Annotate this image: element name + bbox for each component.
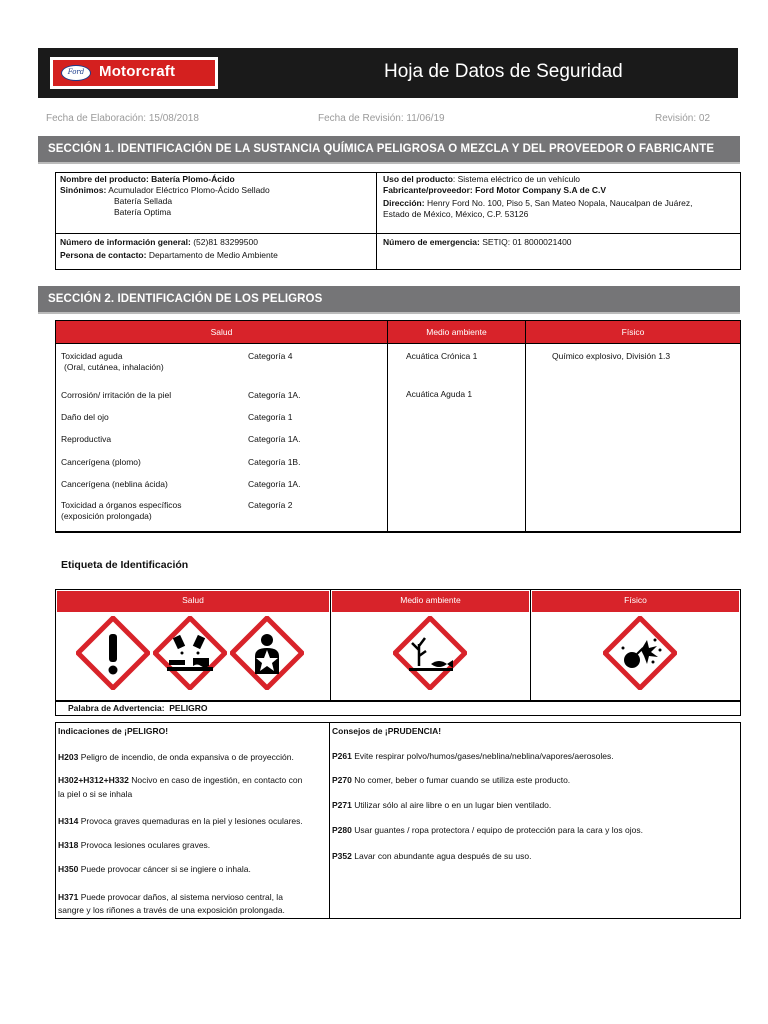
- ford-oval-logo: Ford: [61, 65, 91, 81]
- uso-producto: Uso del producto: Sistema eléctrico de un vehículo: [383, 174, 580, 184]
- nombre-producto: Nombre del producto: Batería Plomo-Ácido: [60, 174, 235, 184]
- sinonimo-3: Batería Optima: [114, 207, 172, 217]
- section-2-header: SECCIÓN 2. IDENTIFICACIÓN DE LOS PELIGROS: [38, 286, 740, 314]
- precaution-statement: P271 Utilizar sólo al aire libre o en un lugar bien ventilado.: [332, 800, 552, 810]
- hazard-name: Cancerígena (plomo): [61, 457, 141, 467]
- hazard-name: Toxicidad aguda: [61, 351, 123, 361]
- hazard-name: Reproductiva: [61, 434, 112, 444]
- direccion: Dirección: Henry Ford No. 100, Piso 5, San Mateo Nopala, Naucalpan de Juárez,: [383, 198, 693, 208]
- hazard-name-detail: (Oral, cutánea, inhalación): [64, 362, 164, 372]
- indicaciones-title: Indicaciones de ¡PELIGRO!: [58, 726, 169, 736]
- brand-name: Motorcraft: [99, 63, 176, 80]
- col-salud-header: Salud: [56, 321, 387, 343]
- document-header: [38, 48, 738, 98]
- motorcraft-logo: [50, 57, 218, 89]
- col-fisico-header: Físico: [526, 321, 740, 343]
- label-col-medio-header: Medio ambiente: [332, 591, 529, 612]
- label-col-fisico-header: Físico: [532, 591, 739, 612]
- hazard-category: Categoría 4: [248, 351, 293, 361]
- precaution-statement: P270 No comer, beber o fumar cuando se utiliza este producto.: [332, 775, 571, 785]
- hazard-category: Categoría 2: [248, 500, 293, 510]
- precaution-statement: P352 Lavar con abundante agua después de su uso.: [332, 851, 532, 861]
- exclamation-mark-icon: [76, 616, 150, 690]
- hazard-name: Corrosión/ irritación de la piel: [61, 390, 172, 400]
- section-1-header: SECCIÓN 1. IDENTIFICACIÓN DE LA SUSTANCIA QUÍMICA PELIGROSA O MEZCLA Y DEL PROVEEDOR O FABRICANTE: [38, 136, 740, 164]
- persona-contacto: Persona de contacto: Departamento de Medio Ambiente: [60, 250, 278, 260]
- hazard-statement: H350 Puede provocar cáncer si se ingiere o inhala.: [58, 864, 251, 874]
- fecha-elaboracion: Fecha de Elaboración: 15/08/2018: [46, 113, 199, 124]
- hazard-statement: H203 Peligro de incendio, de onda expansiva o de proyección.: [58, 752, 294, 762]
- revision-number: Revisión: 02: [655, 113, 711, 124]
- hazard-statement: H371 Puede provocar daños, al sistema nervioso central, la: [58, 892, 283, 902]
- hazard-category: Categoría 1A.: [248, 434, 301, 444]
- hazard-category: Categoría 1A.: [248, 390, 301, 400]
- hazard-statement: H314 Provoca graves quemaduras en la piel y lesiones oculares.: [58, 816, 303, 826]
- fabricante: Fabricante/proveedor: Ford Motor Company S.A de C.V: [383, 185, 607, 195]
- environment-icon: [393, 616, 467, 690]
- hazard-statement-cont: sangre y los riñones a través de una exposición prolongada.: [58, 905, 285, 915]
- palabra-advertencia: Palabra de Advertencia: PELIGRO: [68, 703, 208, 713]
- sinonimo-2: Batería Sellada: [114, 196, 173, 206]
- label-col-salud-header: Salud: [57, 591, 329, 612]
- health-hazard-icon: [230, 616, 304, 690]
- corrosion-icon: [153, 616, 227, 690]
- hazard-statement: H302+H312+H332 Nocivo en caso de ingestión, en contacto con: [58, 775, 303, 785]
- numero-informacion: Número de información general: (52)81 83299500: [60, 237, 258, 247]
- hazard-name: Cancerígena (neblina ácida): [61, 479, 168, 489]
- consejos-title: Consejos de ¡PRUDENCIA!: [332, 726, 442, 736]
- hazard-category: Categoría 1: [248, 412, 293, 422]
- precaution-statement: P261 Evite respirar polvo/humos/gases/neblina/neblina/vapores/aerosoles.: [332, 751, 614, 761]
- hazard-name-detail: (exposición prolongada): [61, 511, 152, 521]
- hazard-statement-cont: la piel o si se inhala: [58, 789, 133, 799]
- precaution-statement: P280 Usar guantes / ropa protectora / equipo de protección para la cara y los ojos.: [332, 825, 643, 835]
- hazard-name: Toxicidad a órganos específicos: [61, 500, 182, 510]
- hazard-statement: H318 Provoca lesiones oculares graves.: [58, 840, 211, 850]
- medio-hazard: Acuática Aguda 1: [406, 389, 473, 399]
- fisico-hazard: Químico explosivo, División 1.3: [552, 351, 671, 361]
- hazard-name: Daño del ojo: [61, 412, 109, 422]
- direccion-line-2: Estado de México, México, C.P. 53126: [383, 209, 529, 219]
- document-title: Hoja de Datos de Seguridad: [384, 61, 623, 82]
- numero-emergencia: Número de emergencia: SETIQ: 01 8000021400: [383, 237, 572, 247]
- hazard-category: Categoría 1B.: [248, 457, 301, 467]
- hazard-category: Categoría 1A.: [248, 479, 301, 489]
- medio-hazard: Acuática Crónica 1: [406, 351, 478, 361]
- exploding-bomb-icon: [603, 616, 677, 690]
- fecha-revision: Fecha de Revisión: 11/06/19: [318, 113, 445, 124]
- etiqueta-title: Etiqueta de Identificación: [61, 559, 189, 571]
- col-medio-header: Medio ambiente: [388, 321, 525, 343]
- sinonimos: Sinónimos: Acumulador Eléctrico Plomo-Ácido Sellado: [60, 185, 270, 195]
